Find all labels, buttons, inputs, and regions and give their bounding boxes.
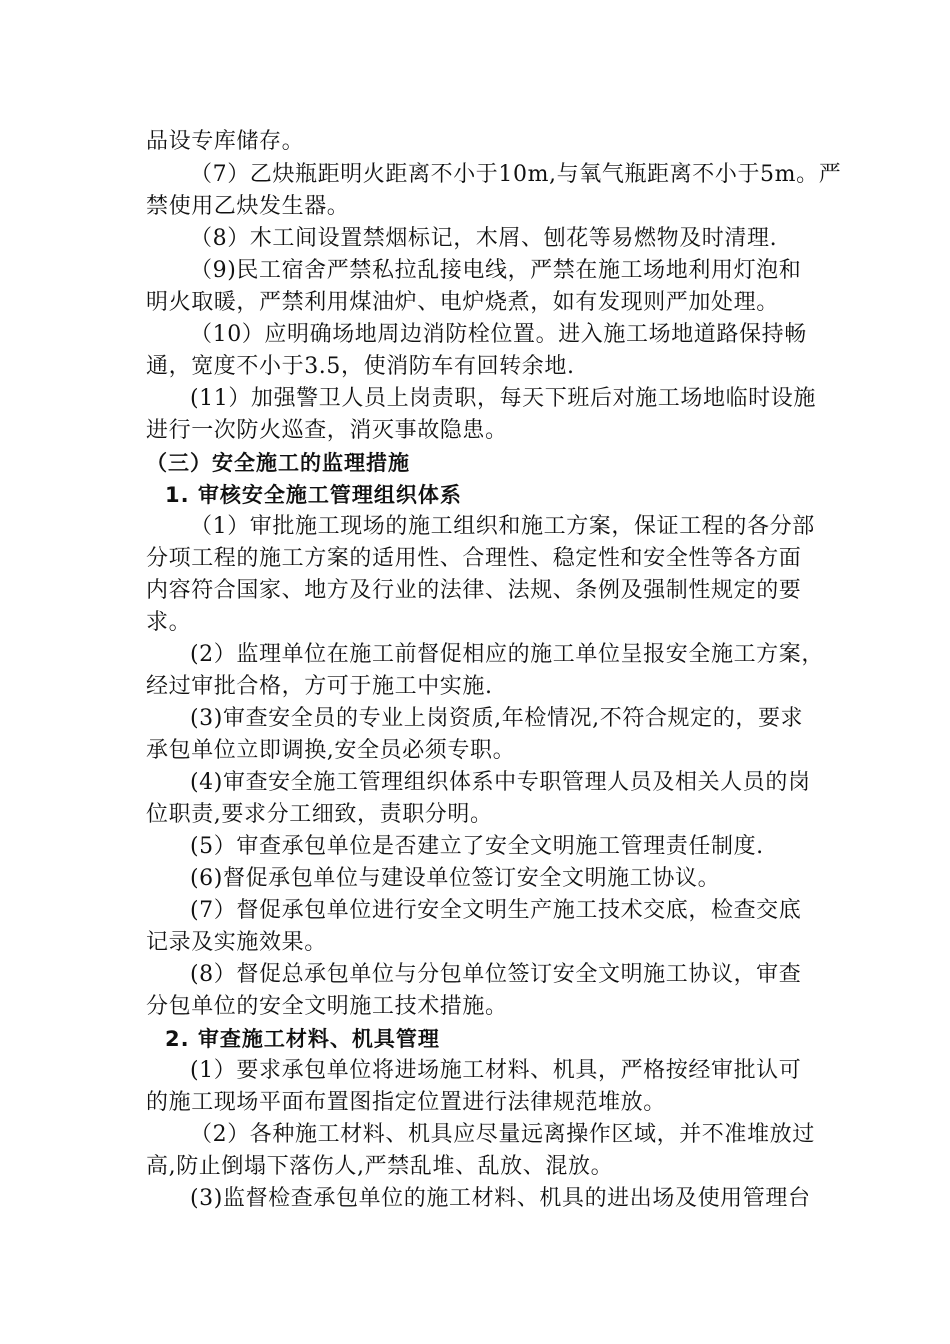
text-line: (5）审查承包单位是否建立了安全文明施工管理责任制度. [190,834,764,859]
text-line: 位职责,要求分工细致，责职分明。 [146,802,493,827]
text-line: 的施工现场平面布置图指定位置进行法律规范堆放。 [146,1090,666,1115]
text-line: （8）木工间设置禁烟标记，木屑、刨花等易燃物及时清理. [190,226,778,251]
text-line: (4)审查安全施工管理组织体系中专职管理人员及相关人员的岗 [190,770,811,795]
text-line: 经过审批合格，方可于施工中实施. [146,674,493,699]
text-line: (11）加强警卫人员上岗责职，每天下班后对施工场地临时设施 [190,386,816,411]
text-line: (2）监理单位在施工前督促相应的施工单位呈报安全施工方案， [190,642,824,667]
text-line: （7）乙炔瓶距明火距离不小于10m,与氧气瓶距离不小于5m。严 [190,162,842,187]
text-line: (7）督促承包单位进行安全文明生产施工技术交底，检查交底 [190,898,802,923]
section-heading: （三）安全施工的监理措施 [146,451,410,475]
text-line: （1）审批施工现场的施工组织和施工方案，保证工程的各分部 [190,514,815,539]
text-line: 记录及实施效果。 [146,930,327,955]
text-line: 明火取暖，严禁利用煤油炉、电炉烧煮，如有发现则严加处理。 [146,290,779,315]
text-line: 禁使用乙炔发生器。 [146,194,350,219]
text-line: (1）要求承包单位将进场施工材料、机具，严格按经审批认可 [190,1058,802,1083]
subsection-heading: 2. 审查施工材料、机具管理 [165,1027,440,1051]
subsection-heading: 1. 审核安全施工管理组织体系 [165,483,462,507]
text-line: （2）各种施工材料、机具应尽量远离操作区域，并不准堆放过 [190,1122,815,1147]
text-line: (3)审查安全员的专业上岗资质,年检情况,不符合规定的，要求 [190,706,804,731]
text-line: 高,防止倒塌下落伤人,严禁乱堆、乱放、混放。 [146,1154,614,1179]
text-line: 通，宽度不小于3.5，使消防车有回转余地. [146,354,575,379]
text-line: 内容符合国家、地方及行业的法律、法规、条例及强制性规定的要 [146,578,802,603]
text-line: （10）应明确场地周边消防栓位置。进入施工场地道路保持畅 [190,322,807,347]
text-line: 分包单位的安全文明施工技术措施。 [146,994,508,1019]
text-line: 品设专库储存。 [146,129,305,154]
text-line: (6)督促承包单位与建设单位签订安全文明施工协议。 [190,866,721,891]
text-line: 求。 [146,610,192,635]
text-line: 分项工程的施工方案的适用性、合理性、稳定性和安全性等各方面 [146,546,802,571]
text-line: （9)民工宿舍严禁私拉乱接电线，严禁在施工场地利用灯泡和 [190,258,802,283]
text-line: (8）督促总承包单位与分包单位签订安全文明施工协议，审查 [190,962,802,987]
text-line: 进行一次防火巡查，消灭事故隐患。 [146,418,508,443]
text-line: 承包单位立即调换,安全员必须专职。 [146,738,516,763]
text-line: (3)监督检查承包单位的施工材料、机具的进出场及使用管理台 [190,1186,811,1211]
